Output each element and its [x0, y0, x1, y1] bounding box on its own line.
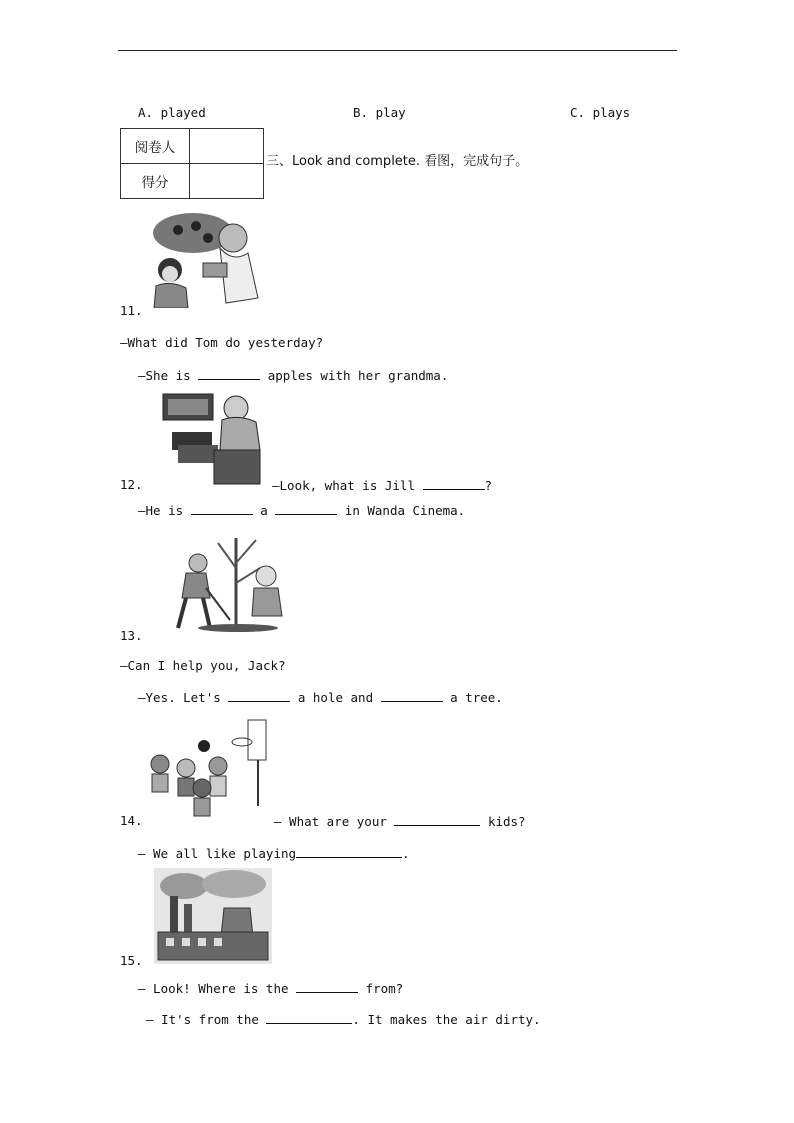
score-table [120, 128, 264, 199]
q13-question: —Can I help you, Jack? [120, 658, 286, 673]
q13-blank-1[interactable] [228, 689, 290, 702]
q12-answer: —He is a in Wanda Cinema. [138, 503, 466, 518]
q15-question: — Look! Where is the from? [138, 981, 404, 996]
score-cell [190, 164, 264, 199]
q15-answer: — It's from the . It makes the air dirty. [146, 1012, 541, 1027]
q15-blank-2[interactable] [266, 1011, 352, 1024]
q15-picture [154, 868, 272, 964]
q12-blank-3[interactable] [275, 502, 337, 515]
q13-picture [148, 528, 294, 634]
q11-number: 11. [120, 303, 143, 318]
q12-number: 12. [120, 477, 143, 492]
reviewer-label: 阅卷人 [121, 129, 190, 164]
q12-blank-2[interactable] [191, 502, 253, 515]
q14-number: 14. [120, 813, 143, 828]
q13-blank-2[interactable] [381, 689, 443, 702]
q11-picture [148, 208, 270, 308]
q13-answer: —Yes. Let's a hole and a tree. [138, 690, 503, 705]
q11-answer: —She is apples with her grandma. [138, 368, 449, 383]
choice-c: C. plays [570, 105, 631, 120]
q13-number: 13. [120, 628, 143, 643]
q12-blank-1[interactable] [423, 477, 485, 490]
q11-blank[interactable] [198, 367, 260, 380]
q14-answer: — We all like playing . [138, 846, 410, 861]
choice-b: B. play [353, 105, 406, 120]
q14-picture [146, 716, 272, 828]
header-rule [118, 50, 677, 51]
q15-number: 15. [120, 953, 143, 968]
q14-question: — What are your kids? [274, 814, 526, 829]
q15-blank-1[interactable] [296, 980, 358, 993]
reviewer-cell [190, 129, 264, 164]
score-label: 得分 [121, 164, 190, 199]
choice-a: A. played [138, 105, 206, 120]
q12-question: —Look, what is Jill ? [272, 478, 493, 493]
section-title: 三、Look and complete. 看图，完成句子。 [266, 154, 529, 169]
q11-question: —What did Tom do yesterday? [120, 335, 324, 350]
q14-blank-1[interactable] [394, 813, 480, 826]
q14-blank-2[interactable] [296, 845, 402, 858]
q12-picture [160, 390, 268, 486]
